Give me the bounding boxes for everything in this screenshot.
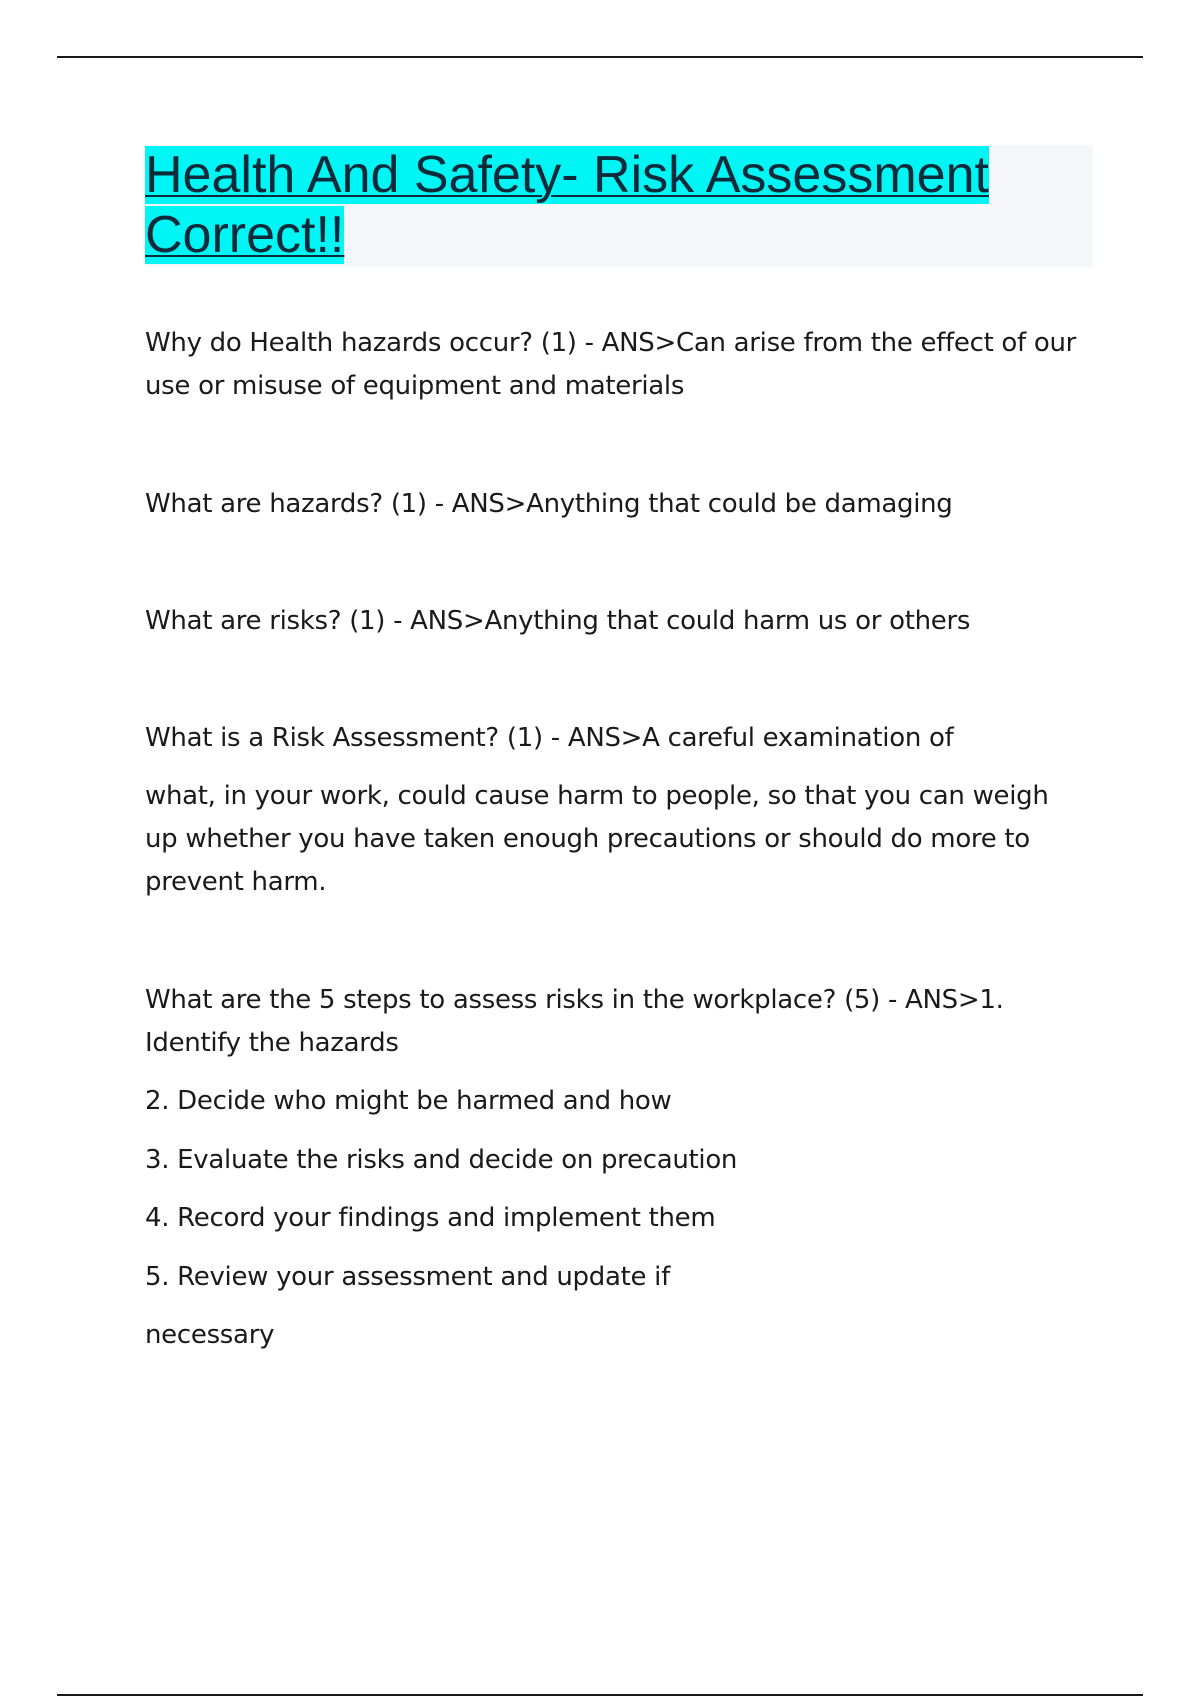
- qa-five-steps: What are the 5 steps to assess risks in the workplace? (5) - ANS>1. Identify the hazards: [145, 985, 1004, 1058]
- qa-health-hazards: Why do Health hazards occur? (1) - ANS>Can arise from the effect of our use or misuse of equipment and materials: [145, 328, 1077, 401]
- qa-risks: What are risks? (1) - ANS>Anything that could harm us or others: [145, 606, 971, 636]
- footer-rule: [57, 1694, 1143, 1696]
- qa-risk-assessment: What is a Risk Assessment? (1) - ANS>A careful examination of: [145, 723, 954, 753]
- title-block: [145, 145, 1093, 267]
- step-3: 3. Evaluate the risks and decide on precaution: [145, 1145, 738, 1175]
- step-5: 5. Review your assessment and update if: [145, 1262, 670, 1292]
- qa-risk-assessment-continued: what, in your work, could cause harm to people, so that you can weigh up whether you have taken enough precautions or should do more to prevent harm.: [145, 781, 1049, 897]
- qa-hazards: What are hazards? (1) - ANS>Anything that could be damaging: [145, 489, 953, 519]
- step-4: 4. Record your findings and implement them: [145, 1203, 716, 1233]
- header-rule: [57, 56, 1143, 58]
- document-title: [145, 145, 1025, 265]
- step-2: 2. Decide who might be harmed and how: [145, 1086, 672, 1116]
- step-5-continued: necessary: [145, 1320, 275, 1350]
- document-title-text: Health And Safety- Risk Assessment Correct!!: [145, 146, 989, 264]
